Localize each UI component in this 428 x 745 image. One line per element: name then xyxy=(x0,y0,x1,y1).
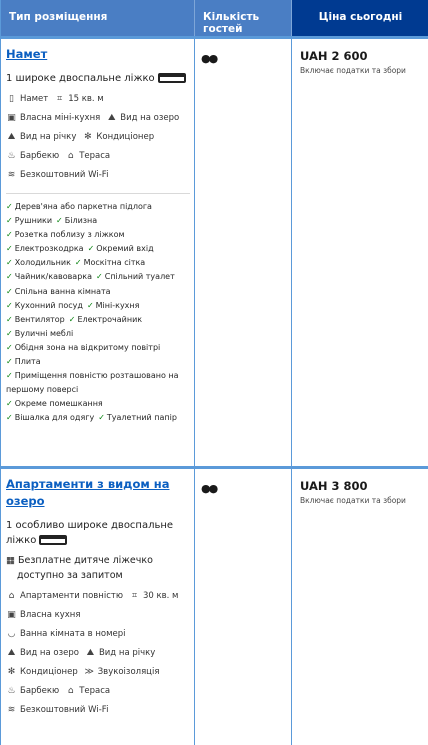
amenity-line xyxy=(6,327,190,341)
checkmark-icon: ✓ xyxy=(6,328,13,338)
amenity-item xyxy=(6,343,160,352)
amenity-label: Білизна xyxy=(64,216,98,226)
facility-label: Вид на річку xyxy=(98,648,156,658)
facility-label: Безкоштовний Wi-Fi xyxy=(20,170,109,180)
amenity-label: Вішалка для одягу xyxy=(14,413,95,423)
amenity-item xyxy=(6,413,94,422)
amenity-label: Міні-кухня xyxy=(95,300,140,310)
crib-icon: ▦ xyxy=(6,555,15,566)
header-room-type: Тип розміщення xyxy=(1,0,195,36)
amenity-label: Приміщення повністю розташовано на першому поверсі xyxy=(6,371,179,395)
crib-text-1: Безплатне дитяче ліжечко xyxy=(18,555,153,566)
checkmark-icon: ✓ xyxy=(68,314,76,324)
facility-label: Намет xyxy=(20,94,49,104)
amenity-line xyxy=(6,242,190,256)
facility-line xyxy=(6,629,190,648)
bed-text: 1 широке двоспальне ліжко xyxy=(6,73,155,84)
amenity-line xyxy=(6,397,190,411)
facility-item xyxy=(65,151,110,161)
amenity-item xyxy=(6,216,52,225)
facility-line xyxy=(6,113,190,132)
facility-label: Барбекю xyxy=(20,686,60,696)
facility-line xyxy=(6,591,190,610)
two-persons-icon: ●● xyxy=(201,52,217,65)
facility-item xyxy=(6,132,76,142)
facility-label: Звукоізоляція xyxy=(97,667,160,677)
amenity-item xyxy=(6,399,103,408)
amenity-item xyxy=(6,272,92,281)
apartment-icon: ⌂ xyxy=(8,591,15,601)
header-guests: Кількість гостей xyxy=(195,0,292,36)
facility-label: 30 кв. м xyxy=(142,591,179,601)
kitchen-icon: ▣ xyxy=(7,610,16,620)
amenity-line xyxy=(6,285,190,299)
amenity-label: Плита xyxy=(14,357,41,367)
amenity-item xyxy=(6,202,152,211)
price-cell xyxy=(292,469,428,745)
facility-label: Барбекю xyxy=(20,151,60,161)
facility-label: Ванна кімната в номері xyxy=(20,629,126,639)
checkmark-icon: ✓ xyxy=(6,300,13,310)
amenity-item xyxy=(6,230,125,239)
room-name-link[interactable]: Намет xyxy=(6,47,48,61)
two-persons-icon: ●● xyxy=(201,482,217,495)
amenities-list xyxy=(6,200,190,426)
facility-label: Кондиціонер xyxy=(20,667,78,677)
bathtub-icon: ◡ xyxy=(7,629,16,639)
amenity-label: Спільний туалет xyxy=(104,272,175,282)
amenity-item xyxy=(6,301,83,310)
amenity-label: Чайник/кавоварка xyxy=(14,272,93,282)
facility-line xyxy=(6,151,190,170)
bed-info xyxy=(6,71,190,86)
amenity-line xyxy=(6,228,190,242)
facility-item xyxy=(65,686,110,696)
amenity-label: Дерев'яна або паркетна підлога xyxy=(14,202,152,211)
facility-item xyxy=(6,151,59,161)
facilities-list xyxy=(6,94,190,189)
terrace-icon: ⌂ xyxy=(67,151,74,161)
amenity-line xyxy=(6,270,190,284)
wifi-icon: ≋ xyxy=(7,705,16,715)
checkmark-icon: ✓ xyxy=(6,216,13,226)
checkmark-icon: ✓ xyxy=(86,300,94,310)
bed-text: 1 особливо широке двоспальне ліжко xyxy=(6,520,174,546)
terrace-icon: ⌂ xyxy=(67,686,74,696)
price-value: UAH 3 800 xyxy=(300,479,368,493)
amenity-label: Електрочайник xyxy=(77,314,143,324)
amenity-label: Розетка поблизу з ліжком xyxy=(14,230,125,240)
checkmark-icon: ✓ xyxy=(6,244,13,254)
amenity-label: Кухонний посуд xyxy=(14,300,83,310)
amenity-item xyxy=(6,357,41,366)
facility-line xyxy=(6,648,190,667)
amenity-line xyxy=(6,341,190,355)
facility-item xyxy=(84,667,160,677)
amenity-item xyxy=(6,315,65,324)
amenity-item xyxy=(6,329,73,338)
amenity-item xyxy=(56,216,97,225)
amenity-label: Електрозкодрка xyxy=(14,244,84,254)
amenity-label: Спільна ванна кімната xyxy=(14,286,111,296)
facility-line xyxy=(6,170,190,189)
wifi-icon: ≋ xyxy=(7,170,16,180)
amenity-item xyxy=(6,371,179,394)
checkmark-icon: ✓ xyxy=(6,357,13,367)
facility-label: Власна кухня xyxy=(20,610,81,620)
facility-item xyxy=(6,591,123,601)
checkmark-icon: ✓ xyxy=(6,286,13,296)
facility-label: Власна міні-кухня xyxy=(20,113,101,123)
facility-item xyxy=(6,705,108,715)
soundproofing-icon: ≫ xyxy=(84,667,94,677)
guests-cell xyxy=(195,39,292,466)
facility-line xyxy=(6,705,190,724)
price-value: UAH 2 600 xyxy=(300,49,368,63)
checkmark-icon: ✓ xyxy=(56,216,63,226)
facility-item xyxy=(6,667,78,677)
river-view-icon: ⛰ xyxy=(86,648,95,658)
amenity-line xyxy=(6,313,190,327)
air-conditioning-icon: ✻ xyxy=(7,667,16,677)
checkmark-icon: ✓ xyxy=(74,258,82,268)
amenity-item xyxy=(88,244,154,253)
table-row xyxy=(1,466,428,745)
double-bed-icon xyxy=(158,73,186,83)
facility-item xyxy=(6,648,79,658)
lake-view-icon: ⛰ xyxy=(107,113,116,123)
facility-label: Вид на річку xyxy=(20,132,77,142)
facility-line xyxy=(6,132,190,151)
checkmark-icon: ✓ xyxy=(98,413,105,423)
barbecue-icon: ♨ xyxy=(7,686,16,696)
checkmark-icon: ✓ xyxy=(6,342,13,352)
checkmark-icon: ✓ xyxy=(6,399,13,409)
checkmark-icon: ✓ xyxy=(6,272,13,282)
amenity-item xyxy=(6,287,111,296)
facility-label: Апартаменти повністю xyxy=(20,591,123,601)
crib-info xyxy=(6,553,190,583)
amenity-label: Вуличні меблі xyxy=(14,328,74,338)
amenity-item xyxy=(6,258,71,267)
room-type-cell xyxy=(1,39,195,466)
amenity-label: Окремий вхід xyxy=(96,244,154,254)
facility-line xyxy=(6,667,190,686)
amenity-line xyxy=(6,299,190,313)
amenity-label: Рушники xyxy=(14,216,53,226)
checkmark-icon: ✓ xyxy=(87,244,95,254)
facility-line xyxy=(6,686,190,705)
checkmark-icon: ✓ xyxy=(6,314,13,324)
room-type-cell xyxy=(1,469,195,745)
amenity-label: Москітна сітка xyxy=(83,258,146,268)
checkmark-icon: ✓ xyxy=(6,202,13,211)
amenity-label: Вентилятор xyxy=(14,314,65,324)
amenity-item xyxy=(96,272,175,281)
facility-label: Тераса xyxy=(79,686,111,696)
amenity-item xyxy=(6,244,84,253)
facility-label: Безкоштовний Wi-Fi xyxy=(20,705,109,715)
facility-item xyxy=(6,113,100,123)
amenity-label: Окреме помешкання xyxy=(14,399,103,409)
amenity-line xyxy=(6,214,190,228)
tent-icon: ▯ xyxy=(9,94,14,104)
crib-text-2: доступно за запитом xyxy=(17,570,123,581)
table-row xyxy=(1,36,428,466)
facility-item xyxy=(129,591,178,601)
amenity-item xyxy=(98,413,177,422)
checkmark-icon: ✓ xyxy=(6,413,13,423)
taxes-note: Включає податки та збори xyxy=(300,496,406,505)
table-header xyxy=(1,0,428,36)
bed-info xyxy=(6,518,190,548)
amenity-item xyxy=(87,301,140,310)
facility-label: 15 кв. м xyxy=(68,94,104,104)
amenity-label: Туалетний папір xyxy=(106,413,177,423)
facility-line xyxy=(6,94,190,113)
facility-item xyxy=(82,132,154,142)
amenity-label: Холодильник xyxy=(14,258,71,268)
area-icon: ⌗ xyxy=(57,94,63,104)
amenity-line xyxy=(6,256,190,270)
facility-label: Кондиціонер xyxy=(96,132,155,142)
price-cell xyxy=(292,39,428,466)
checkmark-icon: ✓ xyxy=(96,272,103,282)
kitchenette-icon: ▣ xyxy=(7,113,16,123)
river-view-icon: ⛰ xyxy=(7,132,16,142)
amenity-item xyxy=(69,315,142,324)
amenity-line xyxy=(6,355,190,369)
facilities-list xyxy=(6,591,190,724)
barbecue-icon: ♨ xyxy=(7,151,16,161)
facility-item xyxy=(106,113,179,123)
facility-line xyxy=(6,610,190,629)
facility-label: Вид на озеро xyxy=(120,113,180,123)
facility-item xyxy=(6,686,59,696)
checkmark-icon: ✓ xyxy=(6,230,13,240)
facility-item xyxy=(6,610,80,620)
checkmark-icon: ✓ xyxy=(6,371,13,381)
lake-view-icon: ⛰ xyxy=(7,648,16,658)
facility-label: Тераса xyxy=(79,151,111,161)
amenity-line xyxy=(6,411,190,425)
facility-item xyxy=(85,648,155,658)
facility-item xyxy=(6,629,125,639)
facility-item xyxy=(6,170,108,180)
room-name-link[interactable]: Апартаменти з видом на озеро xyxy=(6,477,170,508)
amenity-line xyxy=(6,200,190,214)
facility-label: Вид на озеро xyxy=(20,648,79,658)
header-price-today: Ціна сьогодні xyxy=(292,0,428,36)
guests-cell xyxy=(195,469,292,745)
amenity-item xyxy=(75,258,145,267)
amenity-line xyxy=(6,369,190,397)
area-icon: ⌗ xyxy=(131,591,138,601)
double-bed-icon xyxy=(39,535,67,545)
amenity-label: Обідня зона на відкритому повітрі xyxy=(14,342,161,352)
facility-item xyxy=(54,94,103,104)
checkmark-icon: ✓ xyxy=(6,258,13,268)
taxes-note: Включає податки та збори xyxy=(300,66,406,75)
facility-item xyxy=(6,94,48,104)
divider xyxy=(6,193,190,194)
air-conditioning-icon: ✻ xyxy=(84,132,92,142)
